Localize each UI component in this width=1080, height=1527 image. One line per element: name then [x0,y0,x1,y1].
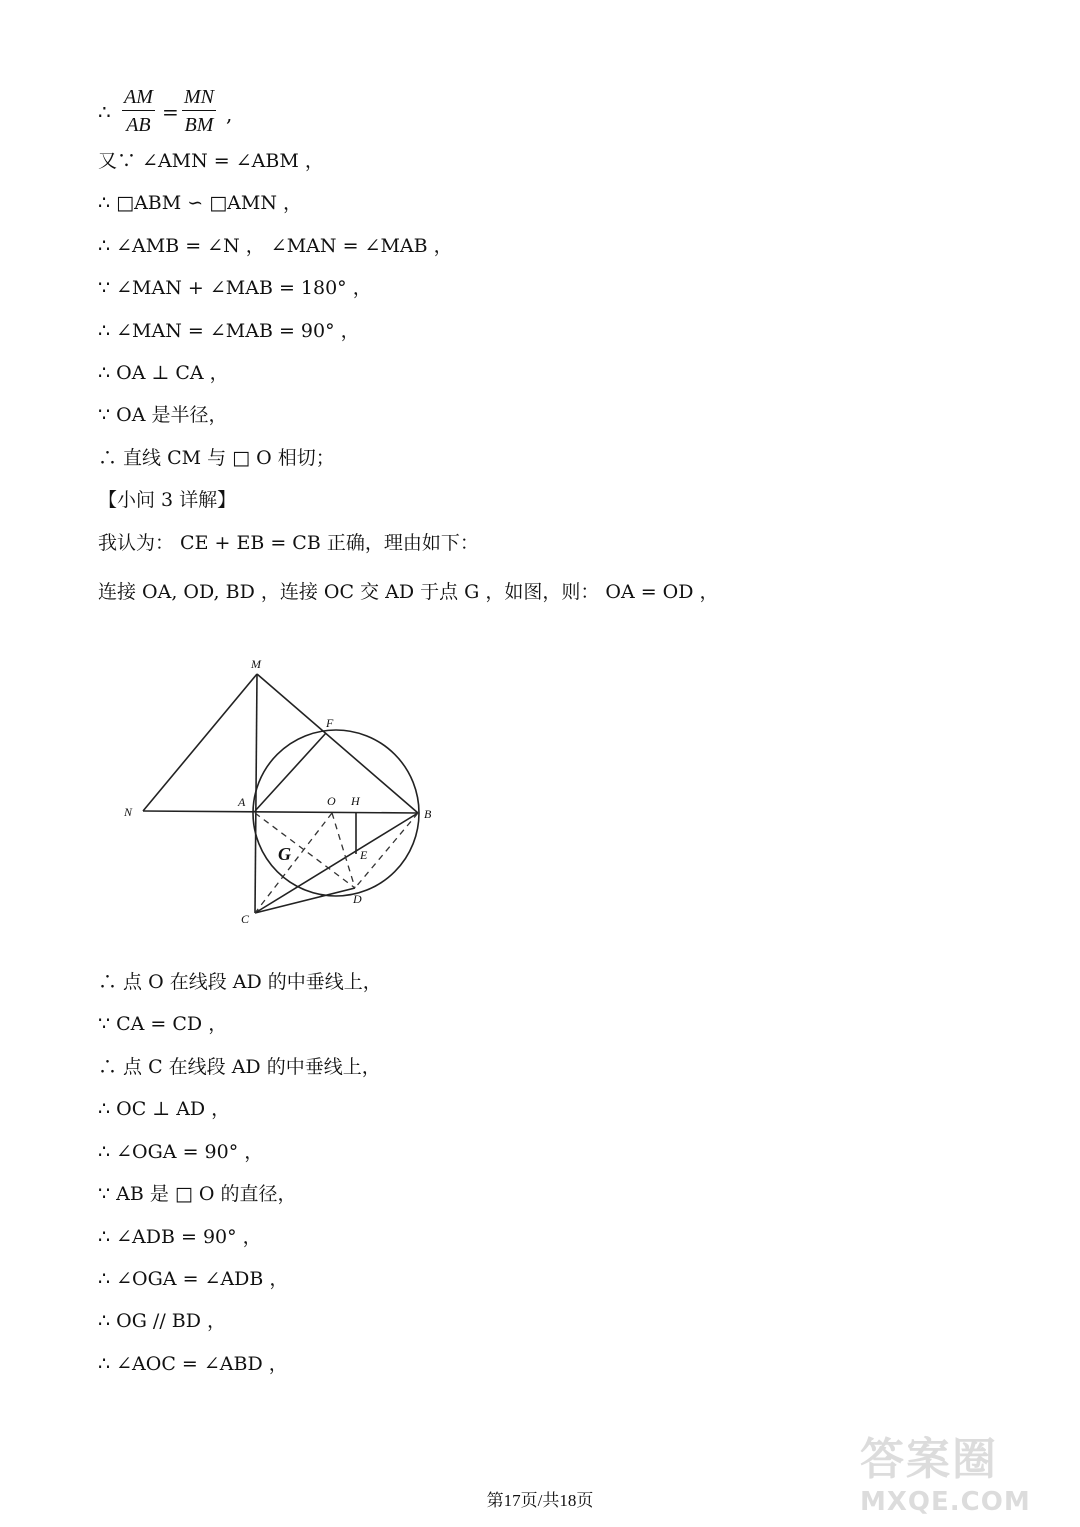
label-c: C [241,912,250,926]
dashed-oc [255,813,332,913]
segment-nm [143,674,257,811]
proof-line: ∴ 点 O 在线段 AD 的中垂线上， [98,971,382,993]
proof-line: ∵ OA 是半径， [98,404,228,426]
proof-line: ∴ 直线 CM 与 □ O 相切； [98,447,335,469]
proof-line: ∵ AB 是 □ O 的直径， [98,1183,297,1205]
proof-line: 又∵ ∠AMN = ∠ABM ， [98,150,324,172]
segment-mc [255,674,257,913]
proof-line: ∴ OG // BD ， [98,1310,226,1332]
fraction-comma: , [226,102,233,126]
segment-af [255,733,326,811]
proof-line: ∴ 点 C 在线段 AD 的中垂线上， [98,1056,381,1078]
label-a: A [238,795,246,809]
label-g: G [278,844,291,864]
label-h: H [351,794,360,808]
fraction-right-denominator: BM [184,114,214,136]
proof-line: ∴ OC ⊥ AD ， [98,1098,231,1120]
label-d: D [353,892,362,906]
fraction-right-numerator: MN [182,84,216,111]
segment-mb [257,674,418,813]
label-o: O [327,794,336,808]
proof-line: ∴ ∠ADB = 90° ， [98,1226,262,1248]
equals-sign: = [162,100,179,124]
dashed-ad [255,813,355,888]
label-f: F [326,716,334,730]
proof-line: ∴ ∠AMB = ∠N ， ∠MAN = ∠MAB ， [98,235,453,257]
segment-cd [255,888,355,913]
fraction-right [182,84,216,137]
proof-line: ∴ OA ⊥ CA ， [98,362,229,384]
proof-line: ∴ ∠MAN = ∠MAB = 90° ， [98,320,360,342]
segment-nb [143,811,418,813]
watermark-line2: MXQE.COM [860,1487,1031,1517]
proof-line: ∴ □ABM ∽ □AMN ， [98,192,303,214]
section-heading: 【小问 3 详解】 [98,489,237,511]
therefore-symbol: ∴ [98,100,111,124]
proof-line: ∵ ∠MAN + ∠MAB = 180° ， [98,277,372,299]
geometry-figure [110,648,450,938]
fraction-left [122,84,155,137]
fraction-left-denominator: AB [126,114,151,136]
watermark-logo [860,1423,1040,1517]
proof-line: ∴ ∠AOC = ∠ABD ， [98,1353,288,1375]
page-footer: 第17页/共18页 [486,1491,594,1510]
proof-line: 连接 OA, OD, BD ，连接 OC 交 AD 于点 G ，如图，则： OA = OD ， [98,581,719,603]
proof-line: ∴ ∠OGA = 90° ， [98,1141,264,1163]
label-n: N [124,805,133,819]
label-m: M [251,657,261,671]
fraction-left-numerator: AM [122,84,155,111]
dashed-od [332,813,355,888]
proof-line: ∵ CA = CD ， [98,1013,228,1035]
label-e: E [360,848,368,862]
label-b: B [424,807,432,821]
proof-line: 我认为： CE + EB = CB 正确，理由如下： [98,532,479,554]
proof-line: ∴ ∠OGA = ∠ADB ， [98,1268,289,1290]
watermark-line1: 答案圈 [860,1434,998,1485]
